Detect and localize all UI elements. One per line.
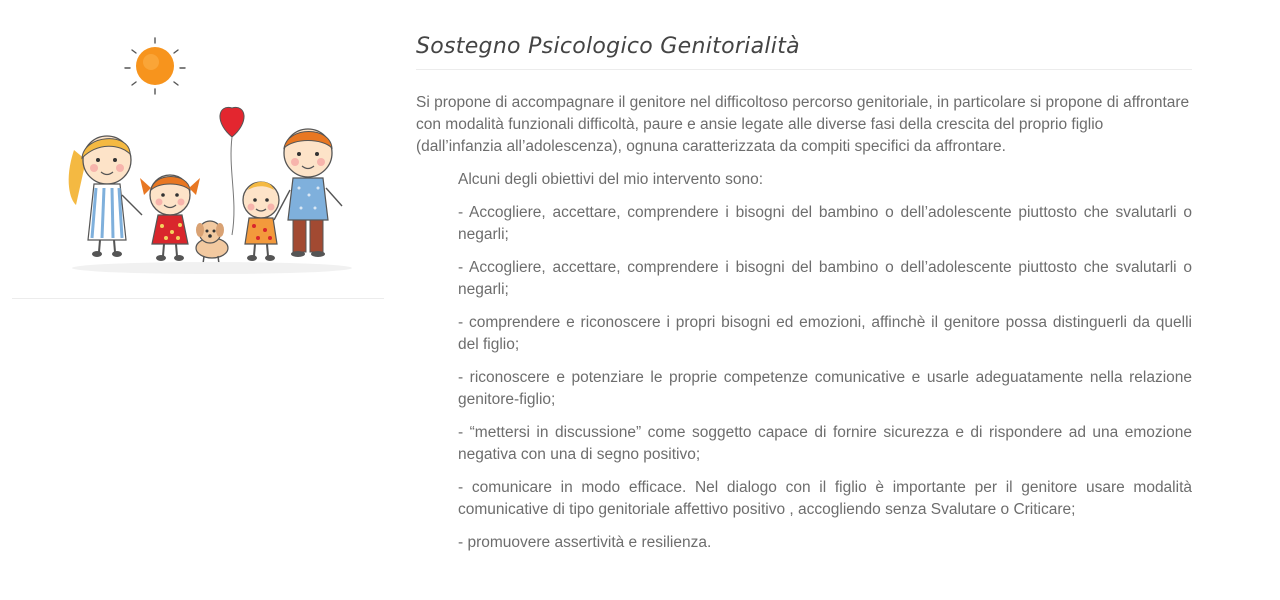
objective-item: - Accogliere, accettare, comprendere i bisogni del bambino o dell’adolescente piuttosto che svalutarli o negarli; (458, 259, 1192, 298)
sun-icon (125, 38, 185, 94)
page-title: Sostegno Psicologico Genitorialità (416, 30, 1192, 70)
family-drawing-icon (12, 30, 384, 292)
main-content (416, 30, 1192, 565)
family-illustration (12, 30, 384, 299)
objectives-heading: Alcuni degli obiettivi del mio intervento sono: (458, 171, 764, 188)
objective-item: - Accogliere, accettare, comprendere i bisogni del bambino o dell’adolescente piuttosto che svalutarli o negarli; (458, 204, 1192, 243)
balloon-icon (220, 107, 244, 235)
objective-item: - comunicare in modo efficace. Nel dialogo con il figlio è importante per il genitore usare modalità comunicative di tipo genitoriale affettivo positivo , accogliendo senza Svalutare o Criticare; (458, 479, 1192, 518)
baby-figure (243, 182, 279, 261)
objective-item: - comprendere e riconoscere i propri bisogni ed emozioni, affinchè il genitore possa distinguerli da quelli del figlio; (458, 314, 1192, 353)
mother-figure (69, 136, 142, 257)
objective-item: - riconoscere e potenziare le proprie competenze comunicative e usarle adeguatamente nella relazione genitore-figlio; (458, 369, 1192, 408)
father-figure (274, 129, 342, 257)
objective-item: - promuovere assertività e resilienza. (458, 534, 712, 551)
objectives-list (458, 169, 1192, 554)
girl-figure (140, 175, 200, 261)
dog-figure (196, 221, 228, 264)
objective-item: - “mettersi in discussione” come soggetto capace di fornire sicurezza e di rispondere ad una emozione negativa con una di segno positivo; (458, 424, 1192, 463)
intro-paragraph: Si propone di accompagnare il genitore nel difficoltoso percorso genitoriale, in particolare si propone di affrontare con modalità funzionali difficoltà, paure e ansie legate alle diverse fasi della crescita del proprio figlio (dall’infanzia all’adolescenza), ognuna caratterizzata da compiti specifici da affrontare. (416, 94, 1190, 155)
